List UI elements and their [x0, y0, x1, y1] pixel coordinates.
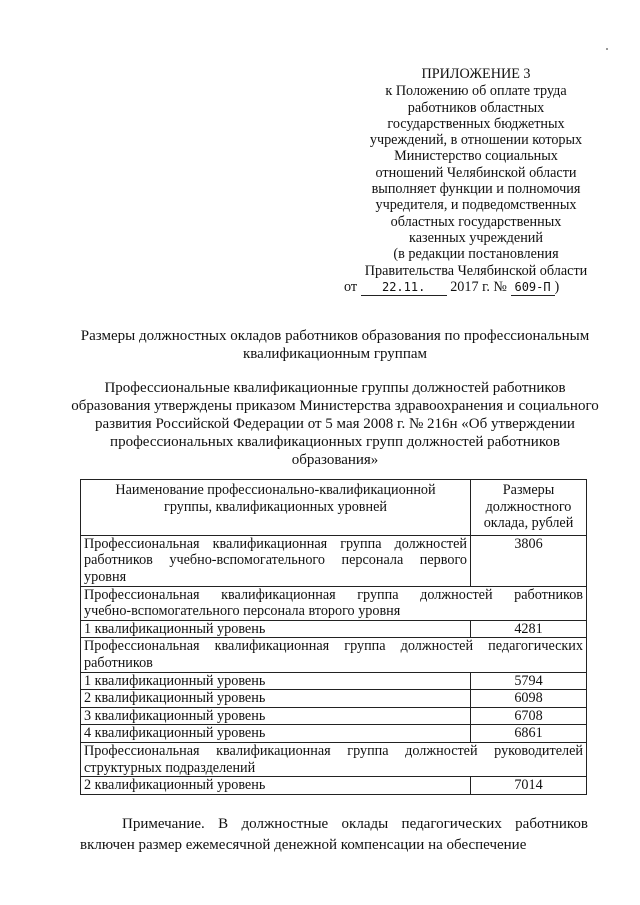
row-value: 6098: [471, 690, 587, 708]
col-name-header: Наименование профессионально-квалификационной группы, квалификационных уровней: [81, 480, 471, 536]
table-row: [81, 707, 587, 725]
close-paren: ): [554, 278, 560, 295]
table-row: [81, 777, 587, 795]
appendix-line: областных государственных: [390, 213, 562, 230]
handwritten-number: 609-П: [511, 279, 555, 296]
appendix-block: [340, 66, 612, 296]
row-name: 2 квалификационный уровень: [81, 777, 471, 795]
row-value: 7014: [471, 777, 587, 795]
row-name: 2 квалификационный уровень: [81, 690, 471, 708]
document-subtitle: Профессиональные квалификационные группы должностей работников образования утверждены приказом Министерства здравоохранения и социального развития Российской Федерации от 5 мая 2008 г. № 216н «Об утверждении профессиональных квалификационных групп должностей работников образования»: [71, 380, 599, 468]
row-name: Профессиональная квалификационная группа должностей работников учебно-вспомогательного персонала первого уровня: [81, 535, 471, 586]
appendix-line: выполняет функции и полномочия: [371, 181, 581, 198]
salary-table: [80, 479, 587, 795]
row-value: 6708: [471, 707, 587, 725]
row-name: 1 квалификационный уровень: [81, 620, 471, 638]
appendix-line: к Положению об оплате труда: [385, 83, 567, 100]
table-group-row: [81, 742, 587, 776]
document-title: Размеры должностных окладов работников образования по профессиональным квалификационным группам: [80, 328, 590, 362]
appendix-line: работников областных: [407, 99, 545, 116]
appendix-line: Министерство социальных: [394, 148, 558, 165]
table-row: [81, 535, 587, 586]
row-name: 3 квалификационный уровень: [81, 707, 471, 725]
handwritten-date: 22.11.: [361, 279, 447, 296]
row-value: 6861: [471, 725, 587, 743]
group-heading: Профессиональная квалификационная группа должностей педагогических работников: [81, 638, 587, 672]
appendix-line: (в редакции постановления: [393, 246, 559, 263]
appendix-line: казенных учреждений: [409, 229, 543, 246]
appendix-header: ПРИЛОЖЕНИЕ 3: [421, 66, 531, 82]
table-header-row: [81, 480, 587, 536]
row-value: 4281: [471, 620, 587, 638]
table-group-row: [81, 586, 587, 620]
appendix-line: отношений Челябинской области: [375, 164, 577, 181]
group-heading: Профессиональная квалификационная группа должностей руководителей структурных подразделений: [81, 742, 587, 776]
note-paragraph: Примечание. В должностные оклады педагогических работников включен размер ежемесячной денежной компенсации на обеспечение: [80, 816, 588, 853]
row-value: 3806: [471, 535, 587, 586]
col-value-header: Размеры должностного оклада, рублей: [471, 480, 587, 536]
table-row: [81, 620, 587, 638]
appendix-date-line: [340, 279, 612, 296]
row-value: 5794: [471, 672, 587, 690]
table-group-row: [81, 638, 587, 672]
row-name: 1 квалификационный уровень: [81, 672, 471, 690]
appendix-line: Правительства Челябинской области: [364, 262, 588, 279]
table-row: [81, 725, 587, 743]
group-heading: Профессиональная квалификационная группа должностей работников учебно-вспомогательного персонала второго уровня: [81, 586, 587, 620]
year-text: 2017 г. №: [450, 278, 507, 295]
appendix-line: учредителя, и подведомственных: [375, 197, 577, 214]
scan-speck: [606, 48, 608, 50]
appendix-line: учреждений, в отношении которых: [369, 132, 583, 149]
date-prefix: от: [344, 278, 358, 295]
row-name: 4 квалификационный уровень: [81, 725, 471, 743]
table-row: [81, 672, 587, 690]
appendix-line: государственных бюджетных: [387, 115, 565, 132]
table-row: [81, 690, 587, 708]
